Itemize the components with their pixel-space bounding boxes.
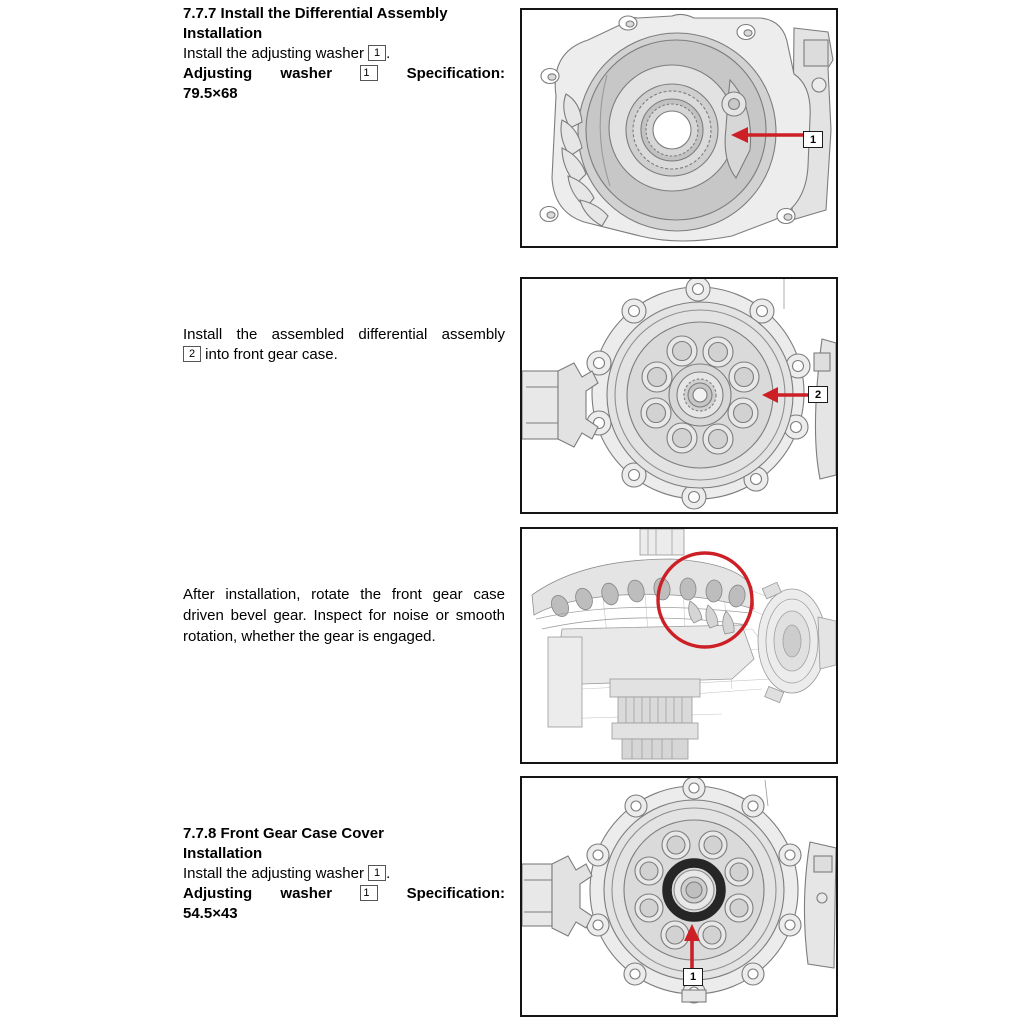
figure-1-differential-housing <box>520 8 838 248</box>
install-period: . <box>386 45 391 62</box>
body-line-2-text: into front gear case. <box>205 346 338 363</box>
lower-gear-stack <box>610 679 700 759</box>
center-hub <box>674 870 714 910</box>
figure-callout-label: 2 <box>808 386 828 403</box>
body-line-2 <box>183 345 505 365</box>
install-instruction <box>183 44 505 64</box>
figure-2-differential-assembly <box>520 277 838 514</box>
output-shaft-assembly <box>758 582 836 702</box>
bearing <box>626 84 718 176</box>
inline-callout-ref: 1 <box>360 885 378 901</box>
figure-4-illustration <box>522 778 836 1015</box>
wireframe-drawing <box>532 529 836 759</box>
figure-1-illustration <box>522 10 836 246</box>
section-778-heading <box>183 824 505 864</box>
install-text: Install the adjusting washer <box>183 865 364 882</box>
section-3-text: After installation, rotate the front gear case driven bevel gear. Inspect for noise or smooth rotation, whether the gear is engaged. <box>183 586 505 645</box>
gear-case-cover-body <box>522 778 836 1003</box>
inline-callout-ref: 1 <box>360 65 378 81</box>
figure-3-illustration <box>522 529 836 762</box>
figure-3-gear-inspection <box>520 527 838 764</box>
inline-callout-ref: 2 <box>183 346 201 362</box>
center-hub <box>669 364 731 426</box>
housing-body <box>540 14 833 241</box>
heading-line-1: 7.7.8 Front Gear Case Cover <box>183 825 384 842</box>
figure-callout-label: 1 <box>803 131 823 148</box>
spec-line <box>183 64 505 84</box>
figure-4-gear-case-cover <box>520 776 838 1017</box>
install-period: . <box>386 865 391 882</box>
spec-value: 54.5×43 <box>183 905 238 922</box>
spec-line <box>183 884 505 904</box>
spec-value: 79.5×68 <box>183 85 238 102</box>
heading-line-1: 7.7.7 Install the Differential Assembly <box>183 5 448 22</box>
spec-label: Specification: <box>406 65 505 82</box>
body-line-1: Install the assembled differential assembly <box>183 326 505 343</box>
input-shaft-yoke <box>522 363 598 447</box>
section-2-text <box>183 325 505 365</box>
inline-callout-ref: 1 <box>368 865 386 881</box>
figure-callout-label: 1 <box>683 968 703 986</box>
heading-line-2: Installation <box>183 845 263 862</box>
section-777-heading <box>183 4 505 44</box>
install-text: Install the adjusting washer <box>183 45 364 62</box>
install-instruction <box>183 864 505 884</box>
section-778-text <box>183 824 505 924</box>
input-shaft-yoke <box>522 856 592 936</box>
spec-text: Adjusting washer <box>183 885 333 902</box>
heading-line-2: Installation <box>183 25 263 42</box>
spec-label: Specification: <box>406 885 505 902</box>
figure-2-illustration <box>522 279 836 512</box>
section-777-text <box>183 4 505 104</box>
inline-callout-ref: 1 <box>368 45 386 61</box>
spec-text: Adjusting washer <box>183 65 333 82</box>
